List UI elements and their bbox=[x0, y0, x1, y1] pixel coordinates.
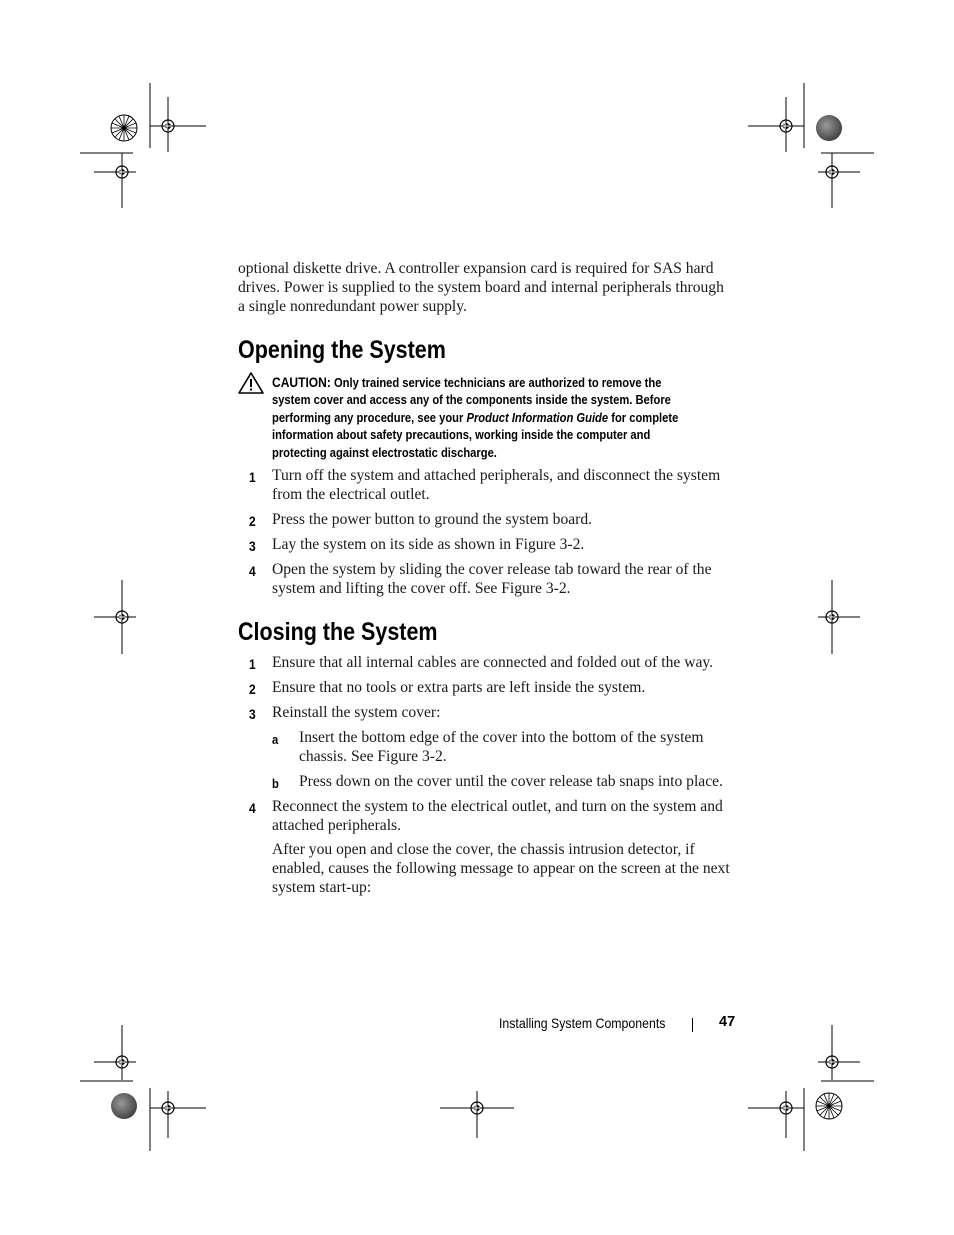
step-text bbox=[272, 510, 752, 529]
step-number: 1 bbox=[249, 656, 256, 672]
step-line-2: system and lifting the cover off. See Figure 3-2. bbox=[272, 580, 571, 597]
step-line-1: Press the power button to ground the system board. bbox=[272, 511, 593, 528]
substep-line-1: Press down on the cover until the cover release tab snaps into place. bbox=[299, 773, 723, 790]
step-line-1: Reconnect the system to the electrical outlet, and turn on the system and bbox=[272, 798, 723, 815]
intro-paragraph bbox=[238, 259, 758, 316]
step-number: 1 bbox=[249, 469, 256, 485]
step-text bbox=[272, 653, 752, 672]
page-number: 47 bbox=[719, 1014, 736, 1030]
intrusion-detector-paragraph bbox=[272, 840, 752, 897]
intro-line-2: drives. Power is supplied to the system board and internal peripherals through bbox=[238, 279, 724, 296]
step-number: 3 bbox=[249, 706, 256, 722]
intro-line-1: optional diskette drive. A controller expansion card is required for SAS hard bbox=[238, 260, 714, 277]
caution-text bbox=[272, 374, 702, 461]
after-line-2: enabled, causes the following message to appear on the screen at the next bbox=[272, 860, 730, 877]
step-text bbox=[272, 535, 752, 554]
step-text bbox=[272, 466, 752, 504]
step-text bbox=[272, 678, 752, 697]
step-number: 2 bbox=[249, 513, 256, 529]
step-line-2: from the electrical outlet. bbox=[272, 486, 430, 503]
warning-triangle-icon bbox=[238, 372, 264, 394]
step-line-1: Ensure that no tools or extra parts are left inside the system. bbox=[272, 679, 646, 696]
product-information-guide-ref: Product Information Guide bbox=[466, 409, 609, 425]
caution-body-end: for complete information about safety precautions, working inside the computer and protecting against electrostatic discharge. bbox=[272, 409, 679, 460]
step-line-1: Turn off the system and attached peripherals, and disconnect the system bbox=[272, 467, 721, 484]
step-line-1: Lay the system on its side as shown in Figure 3-2. bbox=[272, 536, 585, 553]
after-line-3: system start-up: bbox=[272, 879, 372, 896]
step-number: 2 bbox=[249, 681, 256, 697]
sunburst-right-bottom bbox=[816, 1093, 842, 1119]
step-text bbox=[272, 560, 752, 598]
step-number: 4 bbox=[249, 563, 256, 579]
caution-body-start: Only trained service technicians are authorized to remove the system cover and access any of the components inside the system. Before performing any procedure, see your bbox=[272, 375, 671, 425]
substep-line-2: chassis. See Figure 3-2. bbox=[299, 748, 447, 765]
step-line-1: Open the system by sliding the cover release tab toward the rear of the bbox=[272, 561, 712, 578]
intro-line-3: a single nonredundant power supply. bbox=[238, 298, 467, 315]
step-line-2: attached peripherals. bbox=[272, 817, 402, 834]
sunburst-left-top bbox=[111, 115, 137, 141]
step-line-1: Ensure that all internal cables are connected and folded out of the way. bbox=[272, 654, 714, 671]
substep-letter: b bbox=[272, 776, 279, 791]
step-number: 3 bbox=[249, 538, 256, 554]
after-line-1: After you open and close the cover, the chassis intrusion detector, if bbox=[272, 841, 695, 858]
step-line-1: Reinstall the system cover: bbox=[272, 704, 441, 721]
step-text bbox=[272, 703, 752, 722]
substep-letter: a bbox=[272, 732, 279, 747]
caution-label: CAUTION: bbox=[272, 374, 331, 390]
substep-text bbox=[299, 772, 749, 791]
footer-section-title: Installing System Components bbox=[499, 1015, 666, 1031]
substep-text bbox=[299, 728, 749, 766]
step-text bbox=[272, 797, 752, 835]
footer-separator bbox=[692, 1018, 693, 1032]
heading-opening-the-system: Opening the System bbox=[238, 336, 446, 364]
heading-closing-the-system: Closing the System bbox=[238, 618, 438, 646]
substep-line-1: Insert the bottom edge of the cover into the bottom of the system bbox=[299, 729, 704, 746]
step-number: 4 bbox=[249, 800, 256, 816]
